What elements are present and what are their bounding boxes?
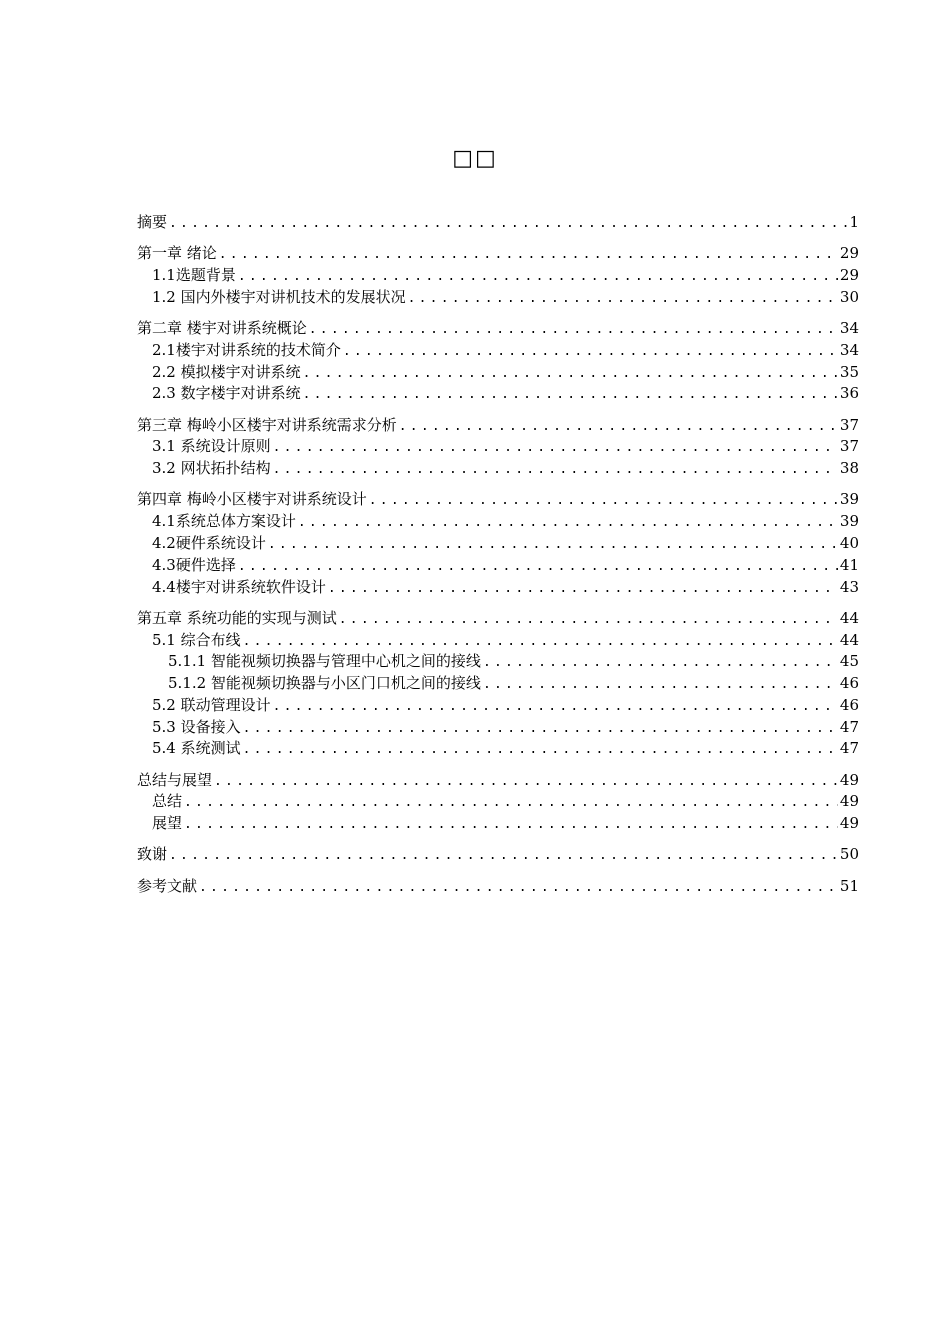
toc-leader-dots: [273, 696, 838, 718]
toc-entry-label: 参考文献: [137, 876, 198, 895]
toc-entry-page: 49: [839, 792, 859, 811]
toc-entry-page: 51: [839, 876, 859, 895]
toc-entry[interactable]: [137, 511, 859, 533]
toc-entry-label: 4.4楼宇对讲系统软件设计: [152, 577, 326, 596]
toc-entry[interactable]: [137, 577, 859, 599]
toc-leader-dots: [408, 288, 838, 310]
toc-leader-dots: [273, 437, 838, 459]
toc-leader-dots: [369, 490, 838, 512]
toc-entry-label: 第三章 梅岭小区楼宇对讲系统需求分析: [137, 415, 397, 434]
toc-entry[interactable]: [137, 844, 859, 866]
toc-entry[interactable]: [137, 340, 859, 362]
toc-entry[interactable]: [137, 695, 859, 717]
toc-leader-dots: [169, 845, 838, 867]
toc-entry-label: 5.1.2 智能视频切换器与小区门口机之间的接线: [168, 674, 481, 693]
toc-entry-label: 1.1选题背景: [152, 265, 236, 284]
toc-entry-page: 34: [839, 318, 859, 337]
toc-entry-page: 30: [839, 287, 859, 306]
toc-entry-page: 45: [839, 652, 859, 671]
toc-leader-dots: [243, 631, 838, 653]
toc-entry[interactable]: [137, 415, 859, 437]
toc-entry-page: 39: [839, 490, 859, 509]
toc-entry[interactable]: [137, 383, 859, 405]
toc-leader-dots: [483, 674, 838, 696]
toc-leader-dots: [303, 363, 838, 385]
toc-leader-dots: [343, 341, 838, 363]
toc-entry[interactable]: [137, 243, 859, 265]
toc-leader-dots: [273, 459, 838, 481]
toc-entry-label: 5.1 综合布线: [152, 630, 241, 649]
toc-entry-page: 46: [839, 674, 859, 693]
toc-entry-label: 2.3 数字楼宇对讲系统: [152, 384, 301, 403]
toc-entry-page: 29: [839, 244, 859, 263]
toc-entry-label: 3.1 系统设计原则: [152, 437, 271, 456]
table-of-contents: [137, 212, 859, 897]
toc-entry-label: 4.1系统总体方案设计: [152, 512, 296, 531]
toc-entry-page: 44: [839, 608, 859, 627]
toc-entry-label: 5.4 系统测试: [152, 739, 241, 758]
toc-entry-page: 40: [839, 533, 859, 552]
toc-entry[interactable]: [137, 362, 859, 384]
toc-entry-page: 49: [839, 814, 859, 833]
toc-leader-dots: [268, 534, 838, 556]
toc-entry[interactable]: [137, 318, 859, 340]
toc-entry-label: 第五章 系统功能的实现与测试: [137, 608, 337, 627]
toc-entry-page: 1: [849, 213, 859, 231]
toc-entry-label: 5.1.1 智能视频切换器与管理中心机之间的接线: [168, 652, 481, 671]
toc-entry-label: 2.2 模拟楼宇对讲系统: [152, 362, 301, 381]
toc-entry[interactable]: [137, 876, 859, 898]
toc-leader-dots: [184, 814, 838, 836]
toc-entry[interactable]: [137, 436, 859, 458]
toc-entry-label: 展望: [152, 814, 183, 833]
toc-entry-label: 摘要: [137, 213, 168, 231]
toc-entry[interactable]: [137, 533, 859, 555]
toc-entry[interactable]: [137, 287, 859, 309]
toc-entry[interactable]: [137, 458, 859, 480]
toc-entry-page: 43: [839, 577, 859, 596]
toc-entry[interactable]: [137, 738, 859, 760]
toc-entry[interactable]: [137, 630, 859, 652]
toc-entry-page: 44: [839, 630, 859, 649]
toc-entry-label: 第二章 楼宇对讲系统概论: [137, 318, 307, 337]
page-title: □□: [452, 146, 498, 171]
toc-entry-page: 47: [839, 739, 859, 758]
toc-leader-dots: [339, 609, 838, 631]
toc-entry-page: 46: [839, 695, 859, 714]
toc-entry[interactable]: [137, 489, 859, 511]
toc-entry-label: 1.2 国内外楼宇对讲机技术的发展状况: [152, 287, 406, 306]
toc-leader-dots: [483, 652, 838, 674]
toc-leader-dots: [243, 718, 838, 740]
toc-entry[interactable]: [137, 651, 859, 673]
toc-entry-page: 38: [839, 459, 859, 478]
toc-entry[interactable]: [137, 813, 859, 835]
toc-leader-dots: [184, 792, 838, 814]
toc-entry-label: 2.1楼宇对讲系统的技术简介: [152, 340, 341, 359]
toc-entry-page: 35: [839, 362, 859, 381]
toc-entry-label: 致谢: [137, 845, 168, 864]
toc-entry[interactable]: [137, 265, 859, 287]
toc-entry-page: 36: [839, 384, 859, 403]
toc-entry-page: 49: [839, 770, 859, 789]
toc-entry[interactable]: [137, 791, 859, 813]
toc-entry-label: 5.3 设备接入: [152, 717, 241, 736]
toc-leader-dots: [309, 319, 838, 341]
toc-leader-dots: [328, 578, 838, 600]
toc-leader-dots: [169, 213, 847, 235]
toc-entry-label: 总结与展望: [137, 770, 213, 789]
toc-entry-page: 39: [839, 512, 859, 531]
toc-entry-page: 50: [839, 845, 859, 864]
toc-leader-dots: [199, 877, 838, 899]
toc-entry-label: 3.2 网状拓扑结构: [152, 459, 271, 478]
toc-leader-dots: [243, 739, 838, 761]
toc-leader-dots: [303, 384, 838, 406]
toc-entry-page: 37: [839, 437, 859, 456]
toc-leader-dots: [399, 416, 838, 438]
toc-entry-page: 47: [839, 717, 859, 736]
toc-entry-page: 37: [839, 415, 859, 434]
toc-entry[interactable]: [137, 770, 859, 792]
toc-entry[interactable]: [137, 555, 859, 577]
toc-entry-label: 总结: [152, 792, 183, 811]
toc-leader-dots: [219, 244, 838, 266]
toc-entry[interactable]: [137, 608, 859, 630]
toc-entry-page: 41: [839, 555, 859, 574]
toc-entry-label: 5.2 联动管理设计: [152, 695, 271, 714]
toc-entry-label: 第四章 梅岭小区楼宇对讲系统设计: [137, 490, 367, 509]
toc-entry-page: 29: [839, 265, 859, 284]
toc-leader-dots: [238, 556, 838, 578]
toc-entry-label: 4.2硬件系统设计: [152, 533, 266, 552]
toc-entry[interactable]: [137, 212, 859, 234]
toc-leader-dots: [298, 512, 838, 534]
toc-entry-page: 34: [839, 340, 859, 359]
toc-entry-label: 第一章 绪论: [137, 244, 217, 263]
toc-leader-dots: [238, 266, 838, 288]
toc-entry[interactable]: [137, 673, 859, 695]
toc-entry-label: 4.3硬件选择: [152, 555, 236, 574]
toc-leader-dots: [214, 771, 838, 793]
toc-entry[interactable]: [137, 717, 859, 739]
